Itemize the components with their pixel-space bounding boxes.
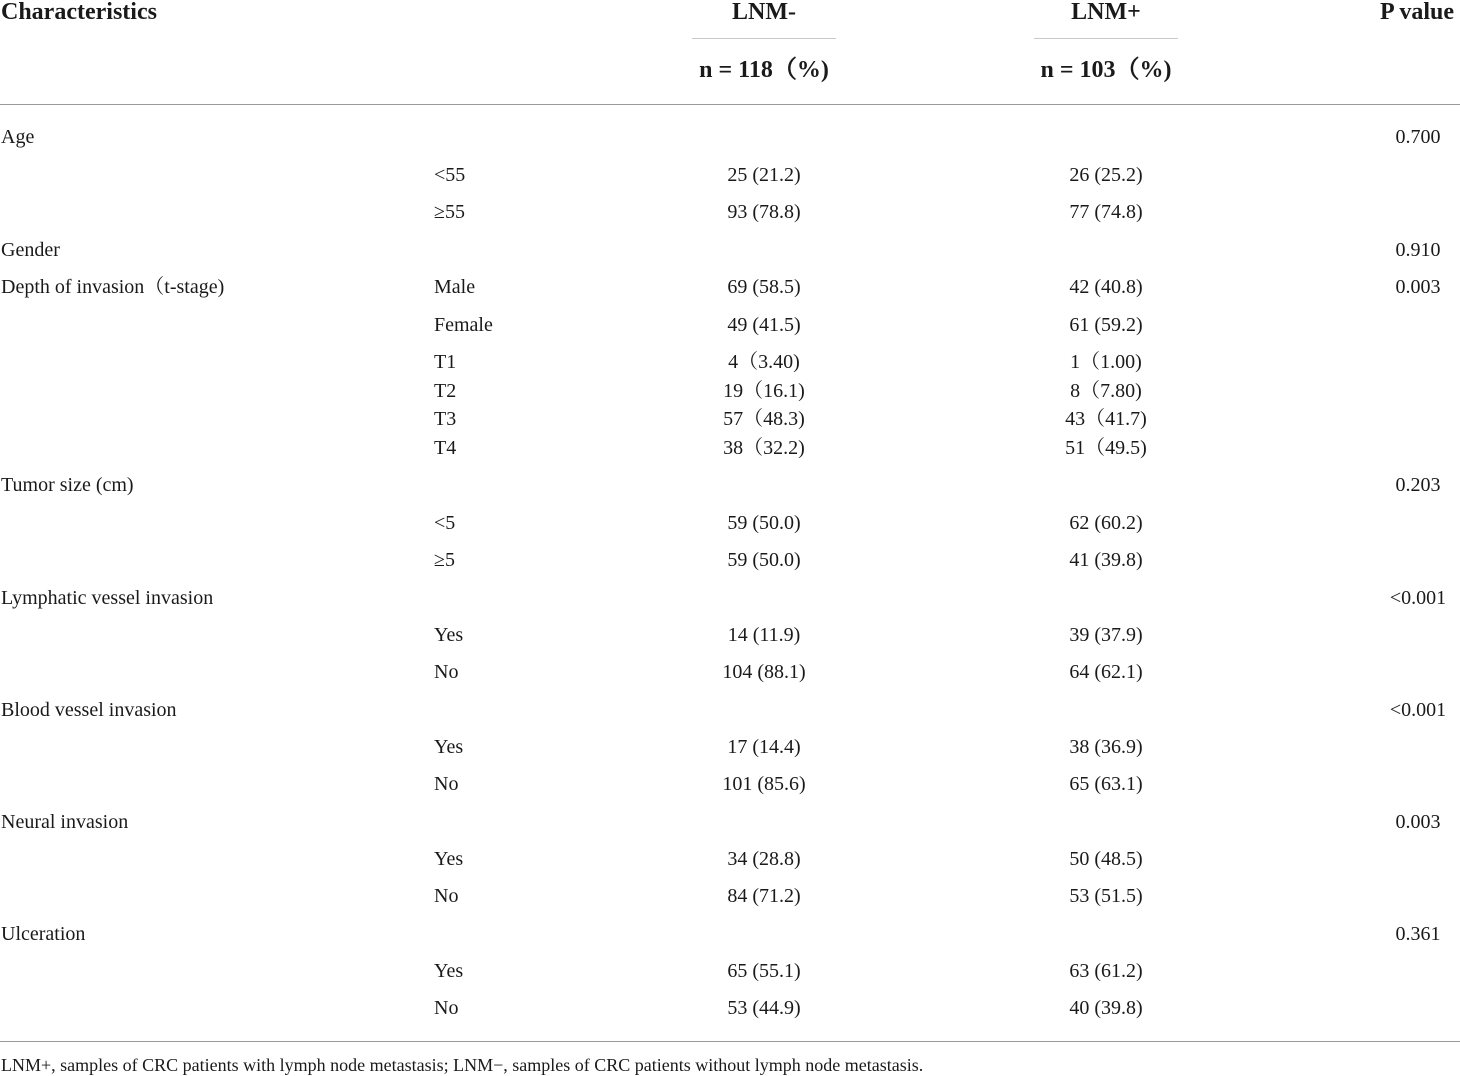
header-p-value: P value: [1379, 0, 1455, 25]
cell-subgroup: No: [434, 885, 459, 907]
cell-lnm-positive: 51（49.5): [1065, 437, 1147, 459]
cell-subgroup: T4: [434, 437, 457, 459]
cell-p-value: 0.003: [1395, 276, 1441, 298]
cell-lnm-negative: 65 (55.1): [727, 960, 801, 982]
cell-p-value: 0.203: [1395, 474, 1441, 496]
cell-lnm-positive: 39 (37.9): [1069, 624, 1143, 646]
cell-characteristic: Depth of invasion（t-stage): [1, 276, 225, 298]
cell-lnm-positive: 42 (40.8): [1069, 276, 1143, 298]
cell-lnm-positive: 41 (39.8): [1069, 549, 1143, 571]
cell-subgroup: ≥55: [434, 201, 465, 223]
header-lnm-negative: LNM-: [732, 0, 796, 25]
cell-lnm-positive: 1（1.00): [1070, 351, 1142, 373]
cell-lnm-negative: 93 (78.8): [727, 201, 801, 223]
cell-lnm-negative: 57（48.3): [723, 408, 805, 430]
cell-lnm-positive: 38 (36.9): [1069, 736, 1143, 758]
cell-lnm-negative: 59 (50.0): [727, 512, 801, 534]
cell-subgroup: Yes: [434, 736, 464, 758]
cell-lnm-negative: 69 (58.5): [727, 276, 801, 298]
cell-p-value: <0.001: [1389, 587, 1447, 609]
cell-subgroup: T2: [434, 380, 457, 402]
cell-lnm-positive: 26 (25.2): [1069, 164, 1143, 186]
cell-lnm-negative: 4（3.40): [728, 351, 800, 373]
cell-lnm-negative: 34 (28.8): [727, 848, 801, 870]
cell-lnm-negative: 19（16.1): [723, 380, 805, 402]
cell-p-value: 0.700: [1395, 126, 1441, 148]
cell-characteristic: Neural invasion: [1, 811, 129, 833]
cell-subgroup: Male: [434, 276, 476, 298]
header-lnm-positive-count: n = 103（%): [1040, 57, 1172, 83]
cell-subgroup: Yes: [434, 624, 464, 646]
cell-characteristic: Age: [1, 126, 35, 148]
header-lnm-positive: LNM+: [1071, 0, 1141, 25]
cell-subgroup: Yes: [434, 960, 464, 982]
cell-lnm-negative: 25 (21.2): [727, 164, 801, 186]
cell-subgroup: <55: [434, 164, 466, 186]
cell-subgroup: T1: [434, 351, 457, 373]
cell-lnm-negative: 53 (44.9): [727, 997, 801, 1019]
cell-subgroup: No: [434, 661, 459, 683]
cell-lnm-positive: 43（41.7): [1065, 408, 1147, 430]
cell-lnm-positive: 77 (74.8): [1069, 201, 1143, 223]
header-underline-positive: [1034, 38, 1178, 39]
cell-characteristic: Tumor size (cm): [1, 474, 134, 496]
header-lnm-negative-count: n = 118（%): [699, 57, 829, 83]
cell-subgroup: No: [434, 773, 459, 795]
cell-p-value: 0.361: [1395, 923, 1441, 945]
cell-characteristic: Ulceration: [1, 923, 86, 945]
cell-lnm-positive: 63 (61.2): [1069, 960, 1143, 982]
cell-subgroup: T3: [434, 408, 457, 430]
table-footnote: LNM+, samples of CRC patients with lymph node metastasis; LNM−, samples of CRC patients without lymph node metastasis.: [1, 1055, 924, 1075]
cell-subgroup: Yes: [434, 848, 464, 870]
cell-lnm-negative: 14 (11.9): [727, 624, 801, 646]
cell-lnm-negative: 59 (50.0): [727, 549, 801, 571]
cell-p-value: 0.003: [1395, 811, 1441, 833]
cell-lnm-positive: 65 (63.1): [1069, 773, 1143, 795]
footer-rule: [0, 1041, 1460, 1042]
cell-lnm-positive: 50 (48.5): [1069, 848, 1143, 870]
cell-lnm-negative: 101 (85.6): [722, 773, 806, 795]
cell-lnm-negative: 17 (14.4): [727, 736, 801, 758]
cell-lnm-positive: 53 (51.5): [1069, 885, 1143, 907]
header-rule: [0, 104, 1460, 105]
cell-lnm-negative: 84 (71.2): [727, 885, 801, 907]
cell-p-value: <0.001: [1389, 699, 1447, 721]
cell-lnm-positive: 8（7.80): [1070, 380, 1142, 402]
cell-characteristic: Lymphatic vessel invasion: [1, 587, 214, 609]
cell-p-value: 0.910: [1395, 239, 1441, 261]
cell-characteristic: Gender: [1, 239, 60, 261]
header-underline-negative: [692, 38, 836, 39]
cell-lnm-positive: 61 (59.2): [1069, 314, 1143, 336]
cell-characteristic: Blood vessel invasion: [1, 699, 177, 721]
cell-subgroup: ≥5: [434, 549, 455, 571]
cell-subgroup: Female: [434, 314, 493, 336]
cell-subgroup: No: [434, 997, 459, 1019]
cell-subgroup: <5: [434, 512, 456, 534]
cell-lnm-positive: 40 (39.8): [1069, 997, 1143, 1019]
cell-lnm-negative: 38（32.2): [723, 437, 805, 459]
cell-lnm-positive: 62 (60.2): [1069, 512, 1143, 534]
cell-lnm-positive: 64 (62.1): [1069, 661, 1143, 683]
header-characteristics: Characteristics: [1, 0, 157, 25]
cell-lnm-negative: 104 (88.1): [722, 661, 806, 683]
cell-lnm-negative: 49 (41.5): [727, 314, 801, 336]
